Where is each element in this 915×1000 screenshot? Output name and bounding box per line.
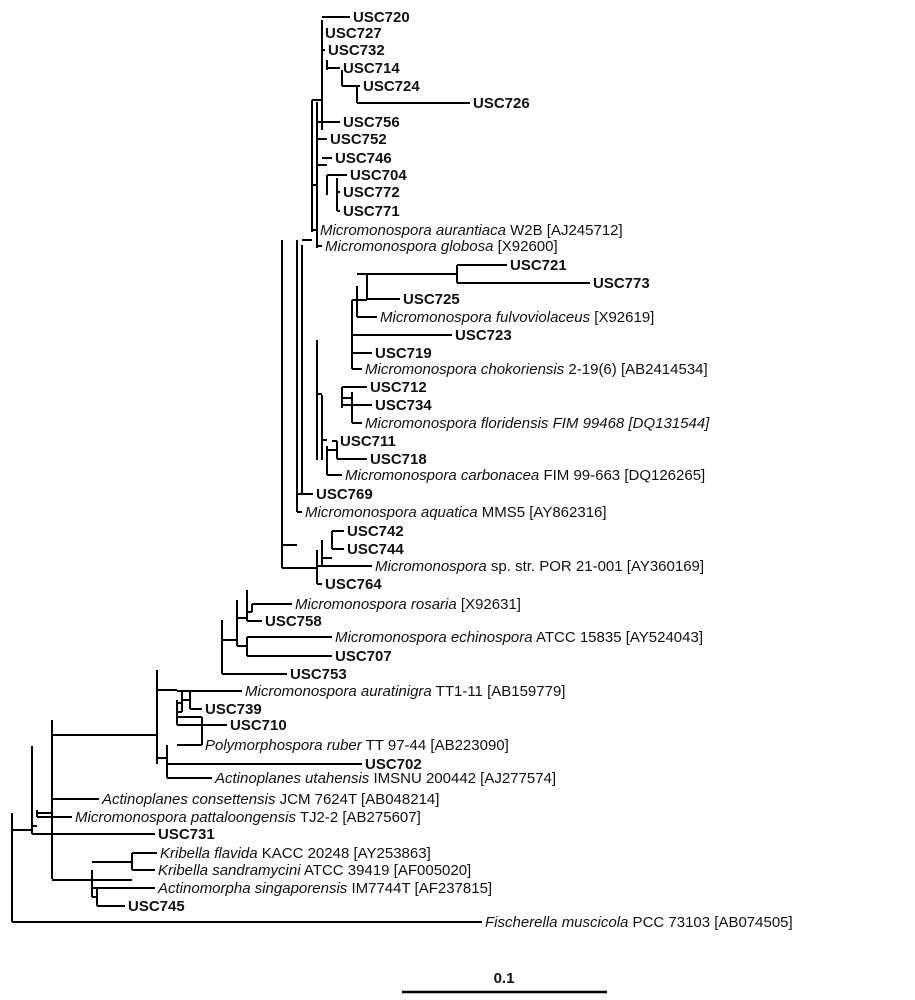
strain-accession: 2-19(6) [AB2414534]: [564, 361, 708, 378]
strain-name: USC732: [328, 42, 385, 59]
species-name: Kribella sandramycini: [158, 862, 301, 879]
taxon-label: [353, 9, 410, 26]
species-name: Actinomorpha singaporensis: [158, 880, 348, 897]
taxon-label: [325, 576, 382, 593]
taxon-label: [363, 78, 420, 95]
taxon-label: [350, 167, 407, 184]
taxon-label: [325, 238, 558, 255]
strain-accession: PCC 73103 [AB074505]: [628, 914, 793, 931]
species-name: Actinoplanes consettensis: [102, 791, 276, 808]
strain-accession: KACC 20248 [AY253863]: [257, 845, 431, 862]
taxon-label: [593, 275, 650, 292]
species-name: Actinoplanes utahensis: [215, 770, 370, 787]
tree-labels: [75, 9, 793, 931]
taxon-label: [265, 613, 322, 630]
species-name: Micromonospora aurantiaca: [320, 222, 506, 239]
taxon-label: [485, 914, 793, 931]
taxon-label: [128, 898, 185, 915]
strain-name: USC702: [365, 756, 422, 773]
taxon-label: [340, 433, 396, 450]
taxon-label: [473, 95, 530, 112]
taxon-label: [375, 345, 432, 362]
taxon-label: [295, 596, 521, 613]
strain-name: USC773: [593, 275, 650, 292]
strain-name: USC714: [343, 60, 400, 77]
strain-accession: TT 97-44 [AB223090]: [361, 737, 509, 754]
strain-accession: W2B [AJ245712]: [505, 222, 623, 239]
strain-name: USC746: [335, 150, 392, 167]
taxon-label: [335, 150, 392, 167]
strain-name: USC752: [330, 131, 387, 148]
taxon-label: [347, 541, 404, 558]
taxon-label: [305, 504, 607, 521]
strain-accession: sp. str. POR 21-001 [AY360169]: [486, 558, 705, 575]
strain-name: USC764: [325, 576, 382, 593]
strain-name: USC704: [350, 167, 407, 184]
taxon-label: [245, 683, 565, 700]
taxon-label: [370, 379, 427, 396]
species-name: Micromonospora chokoriensis: [365, 361, 565, 378]
taxon-label: [347, 523, 404, 540]
taxon-label: [370, 451, 427, 468]
strain-name: USC710: [230, 717, 287, 734]
species-name: Micromonospora echinospora: [335, 629, 533, 646]
strain-accession: ATCC 15835 [AY524043]: [532, 629, 703, 646]
taxon-label: [345, 467, 705, 484]
strain-accession: TT1-11 [AB159779]: [431, 683, 566, 700]
strain-name: USC753: [290, 666, 347, 683]
taxon-label: [214, 770, 556, 787]
taxon-label: [365, 415, 710, 432]
taxon-label: [343, 184, 400, 201]
strain-accession: IM7744T [AF237815]: [347, 880, 493, 897]
strain-accession: TJ2-2 [AB275607]: [295, 809, 421, 826]
taxon-label: [328, 42, 385, 59]
strain-name: USC734: [375, 397, 432, 414]
strain-accession: [X92631]: [456, 596, 521, 613]
species-name: Micromonospora fulvoviolaceus: [380, 309, 591, 326]
strain-name: USC742: [347, 523, 404, 540]
species-name: Micromonospora carbonacea: [345, 467, 540, 484]
taxon-label: [158, 862, 471, 879]
taxon-label: [101, 791, 439, 808]
species-name: Micromonospora globosa: [325, 238, 494, 255]
strain-name: USC745: [128, 898, 185, 915]
species-name: Micromonospora rosaria: [295, 596, 457, 613]
taxon-label: [330, 131, 387, 148]
taxon-label: [335, 629, 703, 646]
taxon-label: [205, 701, 262, 718]
strain-name: USC707: [335, 648, 392, 665]
scale-bar-label: 0.1: [493, 970, 515, 987]
strain-name: USC769: [316, 486, 373, 503]
taxon-label: [320, 222, 623, 239]
strain-name: USC727: [325, 25, 382, 42]
strain-name: USC758: [265, 613, 322, 630]
species-name: Micromonospora floridensis FIM 99468 [DQ131544]: [365, 415, 710, 432]
strain-name: USC720: [353, 9, 410, 26]
scale-bar: [402, 970, 607, 992]
strain-accession: FIM 99-663 [DQ126265]: [539, 467, 706, 484]
strain-name: USC724: [363, 78, 420, 95]
taxon-label: [335, 648, 392, 665]
taxon-label: [158, 826, 215, 843]
species-name: Micromonospora auratinigra: [245, 683, 432, 700]
strain-name: USC725: [403, 291, 460, 308]
strain-name: USC756: [343, 114, 400, 131]
taxon-label: [205, 737, 509, 754]
strain-name: USC744: [347, 541, 404, 558]
taxon-label: [403, 291, 460, 308]
strain-name: USC731: [158, 826, 215, 843]
taxon-label: [325, 25, 382, 42]
taxon-label: [75, 809, 421, 826]
taxon-label: [343, 114, 400, 131]
strain-accession: IMSNU 200442 [AJ277574]: [369, 770, 557, 787]
taxon-label: [343, 60, 400, 77]
species-name: Micromonospora pattaloongensis: [75, 809, 296, 826]
strain-name: USC712: [370, 379, 427, 396]
taxon-label: [455, 327, 512, 344]
taxon-label: [365, 361, 708, 378]
taxon-label: [380, 309, 654, 326]
taxon-label: [160, 845, 431, 862]
taxon-label: [230, 717, 287, 734]
strain-name: USC723: [455, 327, 512, 344]
strain-accession: [X92619]: [590, 309, 655, 326]
taxon-label: [510, 257, 567, 274]
species-name: Micromonospora: [375, 558, 487, 575]
species-name: Fischerella muscicola: [485, 914, 629, 931]
taxon-label: [343, 203, 400, 220]
strain-name: USC726: [473, 95, 530, 112]
strain-accession: MMS5 [AY862316]: [477, 504, 607, 521]
taxon-label: [290, 666, 347, 683]
taxon-label: [316, 486, 373, 503]
strain-name: USC711: [340, 433, 396, 450]
taxon-label: [157, 880, 492, 897]
species-name: Kribella flavida: [160, 845, 258, 862]
strain-accession: JCM 7624T [AB048214]: [275, 791, 440, 808]
strain-name: USC739: [205, 701, 262, 718]
strain-accession: ATCC 39419 [AF005020]: [300, 862, 472, 879]
species-name: Micromonospora aquatica: [305, 504, 478, 521]
strain-name: USC718: [370, 451, 427, 468]
strain-name: USC772: [343, 184, 400, 201]
strain-name: USC771: [343, 203, 400, 220]
strain-name: USC719: [375, 345, 432, 362]
taxon-label: [375, 397, 432, 414]
strain-accession: [X92600]: [493, 238, 558, 255]
taxon-label: [375, 558, 704, 575]
strain-name: USC721: [510, 257, 567, 274]
species-name: Polymorphospora ruber: [205, 737, 362, 754]
